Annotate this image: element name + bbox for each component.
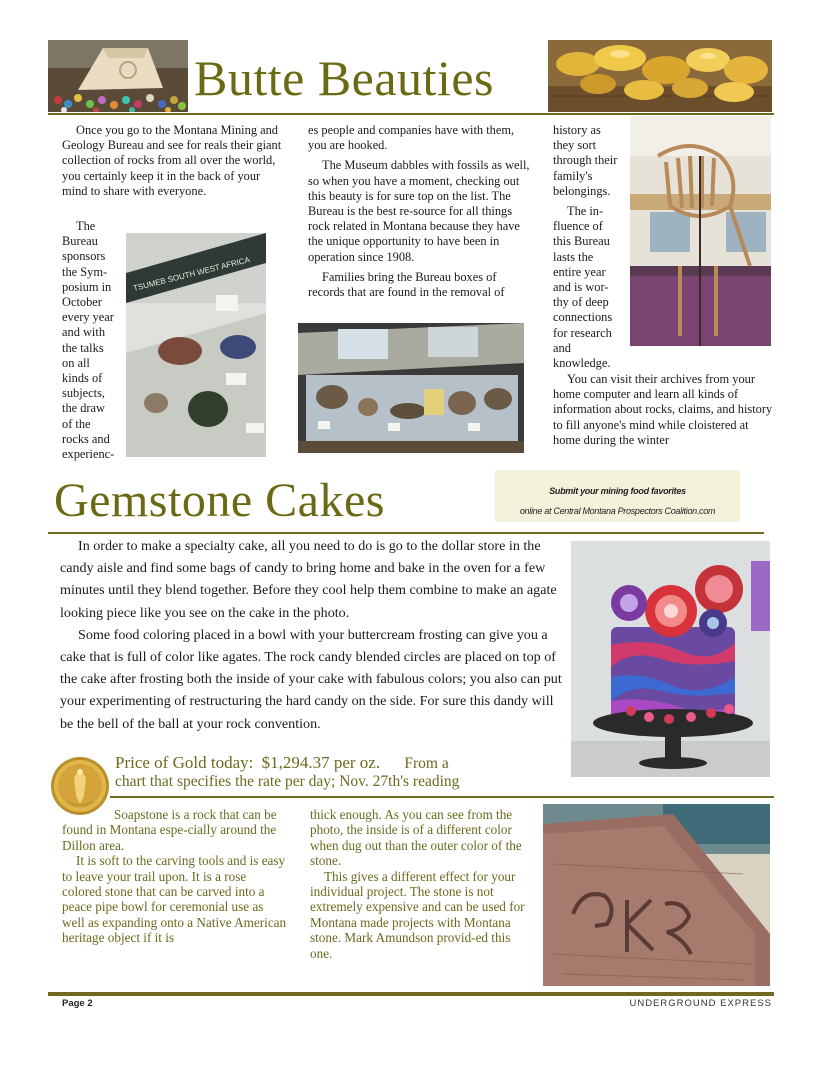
narrow-line: connections	[553, 310, 613, 325]
section3-col1-p2: It is soft to the carving tools and is easy to leave your trail upon. It is a rose colored stone that can be carved into a peace pipe bowl for ceremonial use as well as expanding onto a Native American heritage object if it is	[62, 853, 287, 946]
narrow-line: rocks and	[62, 431, 110, 446]
section2-p2: Some food coloring placed in a bowl with your buttercream frosting can give you a cake that is full of color like agates. The rock candy blended circles are placed on top of the cake after frosting both the inside of your cake with fabulous colors; you also can put your experimenting of restructuring the hard candy on the side. For sure this dandy will be the bell of the ball at your rock convention.	[60, 626, 562, 732]
footer-rule	[48, 992, 774, 996]
footer-page-number: Page 2	[62, 998, 93, 1009]
section3-col2	[310, 807, 532, 961]
narrow-line: lasts the	[553, 249, 594, 264]
gold-price-value: $1,294.37 per oz.	[261, 753, 381, 772]
submit-callout	[495, 470, 740, 522]
narrow-line: fluence of	[553, 219, 603, 234]
section2-body	[60, 535, 564, 735]
narrow-line: posium in	[62, 279, 112, 294]
gold-price-line	[115, 753, 535, 774]
narrow-line: October	[62, 295, 102, 310]
soapstone-photo	[543, 804, 770, 986]
gold-note-line2: chart that specifies the rate per day; Nov. 27th's reading	[115, 773, 460, 790]
narrow-line: and	[553, 340, 571, 355]
section1-rule	[48, 113, 774, 115]
narrow-line: the talks	[62, 340, 104, 355]
narrow-line: subjects,	[62, 386, 106, 401]
mine-sign-text: TSUMEB SOUTH WEST AFRICA	[132, 255, 251, 293]
narrow-line: thy of deep	[553, 295, 609, 310]
section-title-gemstone-cakes: Gemstone Cakes	[54, 474, 385, 527]
section2-rule	[48, 532, 764, 534]
submit-callout-line2: online at Central Montana Prospectors Coalition.com	[519, 506, 716, 516]
agate-cake-photo	[571, 541, 770, 777]
narrow-line: family's	[553, 168, 593, 183]
section3-col1-p1: Soapstone is a rock that can be found in Montana espe-cially around the Dillon area.	[62, 807, 277, 853]
fossil-case-photo	[298, 323, 524, 453]
section1-col1-narrow	[62, 219, 124, 462]
gold-rule	[110, 796, 774, 798]
section3-col2-p2: This gives a different effect for your individual project. The stone is not extremely expensive and can be used for Montana made projects with Montana stone. Mark Amundson provid-ed this one.	[310, 868, 525, 961]
section3-col2-p1: thick enough. As you can see from the photo, the inside is of a different color when dug out than the outer color of the stone.	[310, 807, 522, 869]
section1-col3-narrow	[553, 123, 629, 371]
narrow-line: and with	[62, 325, 106, 340]
narrow-line: kinds of	[62, 371, 103, 386]
narrow-line: every year	[62, 310, 114, 325]
gold-note-line1: From a	[404, 755, 449, 772]
section1-col2-p1: es people and companies have with them, you are hooked.	[308, 123, 515, 153]
narrow-line: they sort	[553, 138, 597, 153]
submit-callout-line1: Submit your mining food favorites	[549, 486, 686, 496]
narrow-line: through their	[553, 153, 618, 168]
narrow-line: for research	[553, 325, 612, 340]
narrow-line: entire year	[553, 264, 606, 279]
gold-nuggets-photo	[548, 40, 772, 112]
section3-col1	[62, 807, 288, 946]
narrow-line: of the	[62, 416, 91, 431]
narrow-line: the Sym-	[62, 264, 108, 279]
gem-bag-photo	[48, 40, 188, 112]
section1-col2-p2: The Museum dabbles with fossils as well, so when you have a moment, checking out this beauty is for sure top on the list. The Bureau is the best re-source for all things rock related in Montana because they have the unique opportunity to have been in operation since 1908.	[308, 158, 530, 264]
section1-col3-wide	[553, 372, 775, 453]
narrow-line: Bureau	[62, 234, 98, 249]
narrow-line: on all	[62, 355, 90, 370]
narrow-line: the draw	[62, 401, 106, 416]
section1-col1	[62, 123, 288, 204]
narrow-line: this Bureau	[553, 234, 610, 249]
section2-p1: In order to make a specialty cake, all you need to do is go to the dollar store in the candy aisle and find some bags of candy to bring home and bake in the oven for a few minutes until they blend together. Before they cool help them combine to make an agate looking piece like you see on the cake in the photo.	[60, 538, 557, 621]
narrow-line: sponsors	[62, 249, 106, 264]
narrow-line: experienc-	[62, 447, 115, 462]
mineral-display-photo	[126, 233, 266, 457]
skeleton-museum-photo	[630, 116, 771, 346]
section1-col3-p-wide: You can visit their archives from your home computer and learn all kinds of information about rocks, claims, and history to fill anyone's mind while cloistered at home during the winter	[553, 372, 773, 447]
gold-price-label: Price of Gold today:	[115, 753, 254, 772]
footer-publication: UNDERGROUND EXPRESS	[629, 998, 772, 1009]
narrow-line: and is wor-	[553, 280, 609, 295]
narrow-line: The in-	[567, 204, 604, 219]
narrow-line: history as	[553, 123, 601, 137]
section1-col1-p1: Once you go to the Montana Mining and Geology Bureau and see for reals their giant collection of rocks from all over the world, you certainly keep it in the back of your mind to share with everyone.	[62, 123, 282, 198]
section1-col2	[308, 123, 530, 305]
section1-col2-p3: Families bring the Bureau boxes of records that are found in the removal of	[308, 269, 505, 300]
narrow-line: belongings.	[553, 183, 611, 198]
section-title-butte-beauties: Butte Beauties	[194, 50, 494, 106]
narrow-line: knowledge.	[553, 356, 611, 371]
narrow-line: The	[76, 219, 96, 233]
